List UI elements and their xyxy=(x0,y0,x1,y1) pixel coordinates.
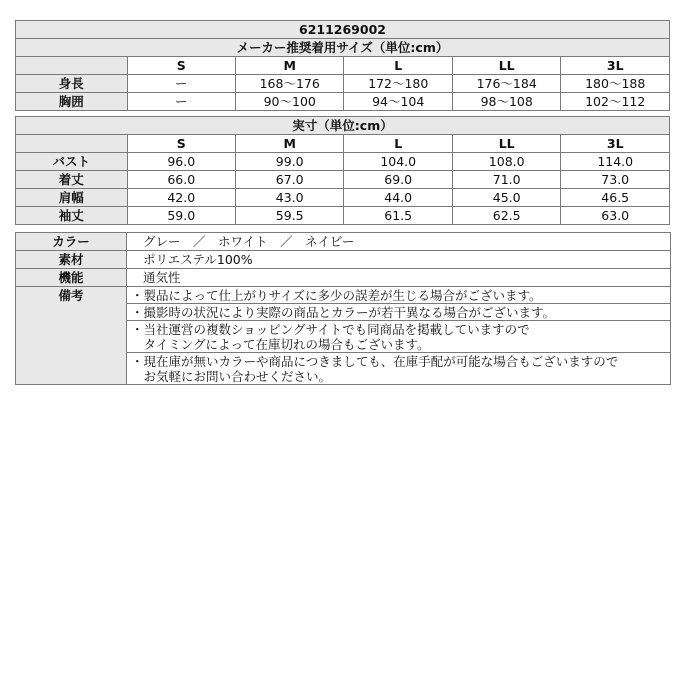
note-item xyxy=(127,287,670,304)
function-label: 機能 xyxy=(16,269,127,287)
note-line: ・当社運営の複数ショッピングサイトでも同商品を掲載していますので xyxy=(131,322,530,337)
table-cell: 180〜188 xyxy=(561,75,670,93)
table-row xyxy=(16,207,670,225)
table-cell: 59.5 xyxy=(235,207,343,225)
table-row xyxy=(16,75,670,93)
material-value: ポリエステル100% xyxy=(127,251,671,269)
table-cell: 108.0 xyxy=(452,153,560,171)
table-row xyxy=(16,233,671,251)
table-cell: 43.0 xyxy=(235,189,343,207)
size-m: M xyxy=(235,135,343,153)
recommended-size-table xyxy=(15,20,670,111)
size-3l: 3L xyxy=(561,57,670,75)
table-cell: 62.5 xyxy=(452,207,560,225)
table-cell: 114.0 xyxy=(561,153,670,171)
table-cell: 42.0 xyxy=(127,189,235,207)
color-value: グレー ／ ホワイト ／ ネイビー xyxy=(127,233,671,251)
notes-list xyxy=(127,287,671,385)
recommended-size-title: メーカー推奨着用サイズ（単位:cm） xyxy=(16,39,670,57)
table-row xyxy=(16,287,671,385)
note-line: タイミングによって在庫切れの場合もございます。 xyxy=(131,337,430,352)
table-row xyxy=(16,171,670,189)
material-label: 素材 xyxy=(16,251,127,269)
table-cell: 96.0 xyxy=(127,153,235,171)
function-value: 通気性 xyxy=(127,269,671,287)
table-cell: ー xyxy=(127,93,235,111)
actual-size-title: 実寸（単位:cm） xyxy=(16,117,670,135)
table-cell: 63.0 xyxy=(561,207,670,225)
table-cell: 102〜112 xyxy=(561,93,670,111)
table-cell: 46.5 xyxy=(561,189,670,207)
table-cell: 168〜176 xyxy=(235,75,343,93)
row-label-length: 着丈 xyxy=(16,171,128,189)
color-label: カラー xyxy=(16,233,127,251)
row-label-sleeve: 袖丈 xyxy=(16,207,128,225)
table-cell: 67.0 xyxy=(235,171,343,189)
table-cell: 176〜184 xyxy=(452,75,560,93)
row-label-bust: バスト xyxy=(16,153,128,171)
size-header-row xyxy=(16,57,670,75)
note-line: ・現在庫が無いカラーや商品につきましても、在庫手配が可能な場合もございますので xyxy=(131,354,619,369)
table-cell: 66.0 xyxy=(127,171,235,189)
size-s: S xyxy=(127,57,235,75)
table-cell: 73.0 xyxy=(561,171,670,189)
table-row xyxy=(16,153,670,171)
note-line: ・撮影時の状況により実際の商品とカラーが若干異なる場合がございます。 xyxy=(131,305,556,320)
table-cell: 71.0 xyxy=(452,171,560,189)
note-item xyxy=(127,321,670,353)
table-cell: 104.0 xyxy=(344,153,452,171)
corner-cell xyxy=(16,135,128,153)
table-cell: ー xyxy=(127,75,235,93)
product-details-table xyxy=(15,232,671,385)
note-line: お気軽にお問い合わせください。 xyxy=(131,369,332,384)
table-cell: 172〜180 xyxy=(344,75,452,93)
table-row xyxy=(16,93,670,111)
table-row xyxy=(16,251,671,269)
table-cell: 61.5 xyxy=(344,207,452,225)
corner-cell xyxy=(16,57,128,75)
notes-label: 備考 xyxy=(16,287,127,385)
size-l: L xyxy=(344,135,452,153)
table-cell: 98〜108 xyxy=(452,93,560,111)
table-cell: 90〜100 xyxy=(235,93,343,111)
size-ll: LL xyxy=(452,135,560,153)
product-code: 6211269002 xyxy=(16,21,670,39)
table-cell: 69.0 xyxy=(344,171,452,189)
note-line: ・製品によって仕上がりサイズに多少の誤差が生じる場合がございます。 xyxy=(131,288,542,303)
table-row xyxy=(16,189,670,207)
row-label-chest: 胸囲 xyxy=(16,93,128,111)
note-item xyxy=(127,353,670,384)
size-header-row xyxy=(16,135,670,153)
row-label-height: 身長 xyxy=(16,75,128,93)
size-l: L xyxy=(344,57,452,75)
table-row xyxy=(16,269,671,287)
note-item xyxy=(127,304,670,321)
size-ll: LL xyxy=(452,57,560,75)
table-cell: 45.0 xyxy=(452,189,560,207)
size-m: M xyxy=(235,57,343,75)
table-cell: 59.0 xyxy=(127,207,235,225)
table-cell: 99.0 xyxy=(235,153,343,171)
table-cell: 44.0 xyxy=(344,189,452,207)
actual-size-table xyxy=(15,116,670,225)
size-s: S xyxy=(127,135,235,153)
size-3l: 3L xyxy=(561,135,670,153)
table-cell: 94〜104 xyxy=(344,93,452,111)
row-label-shoulder: 肩幅 xyxy=(16,189,128,207)
